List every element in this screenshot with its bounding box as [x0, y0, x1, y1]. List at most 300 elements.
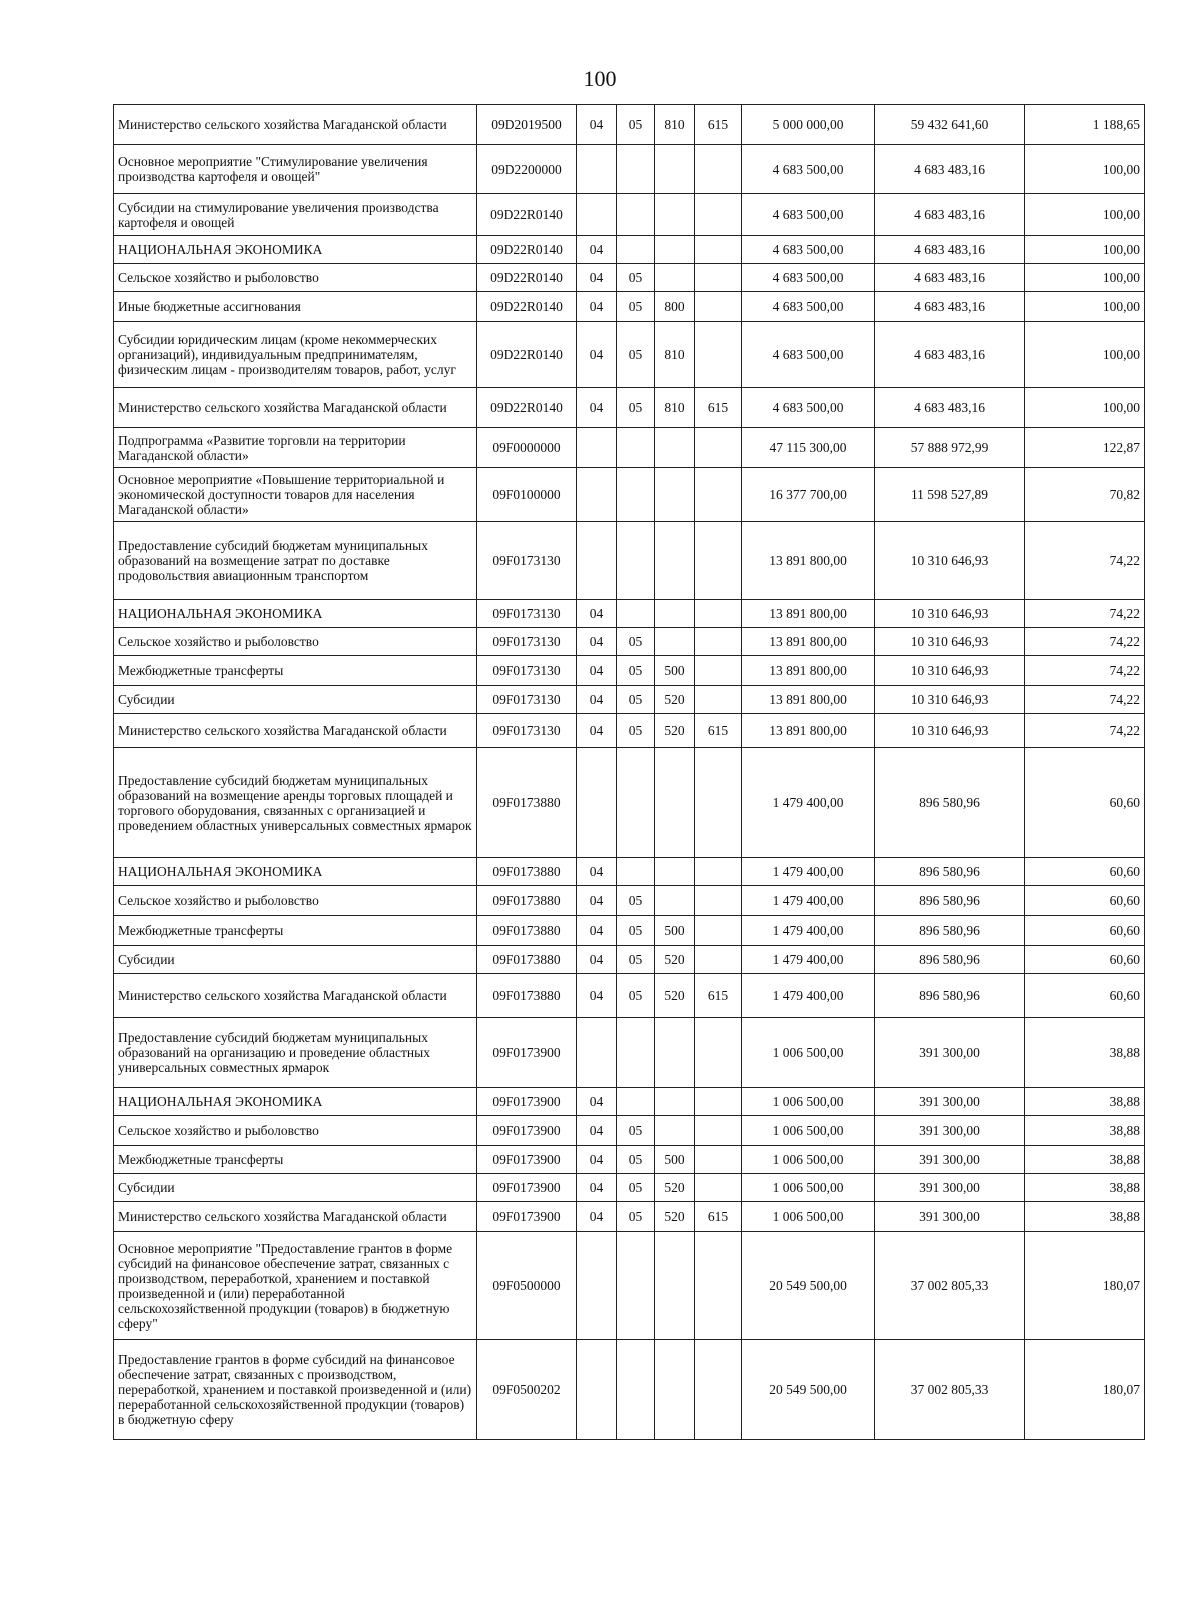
expense-type-code [655, 858, 695, 886]
expense-type-code [655, 468, 695, 522]
target-code: 09F0500000 [477, 1232, 577, 1340]
subsection-code [617, 1232, 655, 1340]
table-row [114, 264, 1145, 292]
actual-amount: 57 888 972,99 [875, 428, 1025, 468]
section-code: 04 [577, 264, 617, 292]
subsection-code [617, 858, 655, 886]
section-code: 04 [577, 1174, 617, 1202]
budget-table [113, 104, 1145, 1440]
table-row [114, 388, 1145, 428]
subsection-code [617, 1340, 655, 1440]
execution-percent: 60,60 [1025, 974, 1145, 1018]
planned-amount: 4 683 500,00 [742, 236, 875, 264]
administrator-code [695, 468, 742, 522]
subsection-code [617, 748, 655, 858]
item-name: Субсидии [114, 1174, 477, 1202]
table-row [114, 628, 1145, 656]
section-code: 04 [577, 1146, 617, 1174]
item-name: НАЦИОНАЛЬНАЯ ЭКОНОМИКА [114, 1088, 477, 1116]
section-code: 04 [577, 1116, 617, 1146]
subsection-code: 05 [617, 686, 655, 714]
subsection-code [617, 428, 655, 468]
item-name: Основное мероприятие "Стимулирование увеличения производства картофеля и овощей" [114, 145, 477, 194]
item-name: Иные бюджетные ассигнования [114, 292, 477, 322]
item-name: Сельское хозяйство и рыболовство [114, 1116, 477, 1146]
actual-amount: 10 310 646,93 [875, 600, 1025, 628]
actual-amount: 4 683 483,16 [875, 322, 1025, 388]
execution-percent: 74,22 [1025, 686, 1145, 714]
target-code: 09F0173900 [477, 1146, 577, 1174]
table-row [114, 1174, 1145, 1202]
subsection-code [617, 145, 655, 194]
section-code [577, 145, 617, 194]
actual-amount: 896 580,96 [875, 858, 1025, 886]
target-code: 09F0173130 [477, 714, 577, 748]
administrator-code [695, 946, 742, 974]
administrator-code [695, 194, 742, 236]
administrator-code: 615 [695, 1202, 742, 1232]
target-code: 09D22R0140 [477, 322, 577, 388]
target-code: 09F0173130 [477, 600, 577, 628]
actual-amount: 391 300,00 [875, 1174, 1025, 1202]
target-code: 09F0173900 [477, 1174, 577, 1202]
administrator-code [695, 748, 742, 858]
actual-amount: 391 300,00 [875, 1088, 1025, 1116]
subsection-code: 05 [617, 1174, 655, 1202]
section-code: 04 [577, 686, 617, 714]
item-name: Министерство сельского хозяйства Магаданской области [114, 105, 477, 145]
expense-type-code: 800 [655, 292, 695, 322]
item-name: Подпрограмма «Развитие торговли на территории Магаданской области» [114, 428, 477, 468]
table-row [114, 916, 1145, 946]
planned-amount: 4 683 500,00 [742, 388, 875, 428]
actual-amount: 4 683 483,16 [875, 194, 1025, 236]
subsection-code [617, 1018, 655, 1088]
target-code: 09F0173880 [477, 748, 577, 858]
table-row [114, 1116, 1145, 1146]
execution-percent: 100,00 [1025, 292, 1145, 322]
item-name: Сельское хозяйство и рыболовство [114, 886, 477, 916]
item-name: Предоставление субсидий бюджетам муниципальных образований на организацию и проведение областных универсальных совместных ярмарок [114, 1018, 477, 1088]
expense-type-code [655, 1088, 695, 1116]
planned-amount: 4 683 500,00 [742, 264, 875, 292]
administrator-code [695, 292, 742, 322]
actual-amount: 896 580,96 [875, 886, 1025, 916]
administrator-code [695, 145, 742, 194]
actual-amount: 896 580,96 [875, 916, 1025, 946]
expense-type-code [655, 1116, 695, 1146]
subsection-code: 05 [617, 1116, 655, 1146]
actual-amount: 4 683 483,16 [875, 145, 1025, 194]
expense-type-code [655, 1340, 695, 1440]
item-name: Субсидии [114, 686, 477, 714]
table-row [114, 1146, 1145, 1174]
item-name: Министерство сельского хозяйства Магаданской области [114, 388, 477, 428]
expense-type-code [655, 428, 695, 468]
expense-type-code: 500 [655, 916, 695, 946]
administrator-code [695, 1174, 742, 1202]
subsection-code: 05 [617, 292, 655, 322]
administrator-code [695, 264, 742, 292]
item-name: НАЦИОНАЛЬНАЯ ЭКОНОМИКА [114, 600, 477, 628]
execution-percent: 74,22 [1025, 656, 1145, 686]
expense-type-code: 520 [655, 946, 695, 974]
expense-type-code: 500 [655, 1146, 695, 1174]
item-name: Министерство сельского хозяйства Магаданской области [114, 974, 477, 1018]
target-code: 09D22R0140 [477, 292, 577, 322]
table-row [114, 1232, 1145, 1340]
planned-amount: 13 891 800,00 [742, 600, 875, 628]
subsection-code [617, 1088, 655, 1116]
section-code: 04 [577, 714, 617, 748]
table-row [114, 145, 1145, 194]
actual-amount: 37 002 805,33 [875, 1232, 1025, 1340]
execution-percent: 74,22 [1025, 522, 1145, 600]
target-code: 09F0173880 [477, 946, 577, 974]
item-name: Межбюджетные трансферты [114, 1146, 477, 1174]
subsection-code: 05 [617, 628, 655, 656]
item-name: Министерство сельского хозяйства Магаданской области [114, 714, 477, 748]
expense-type-code: 520 [655, 714, 695, 748]
planned-amount: 47 115 300,00 [742, 428, 875, 468]
target-code: 09D22R0140 [477, 388, 577, 428]
table-row [114, 686, 1145, 714]
administrator-code [695, 1146, 742, 1174]
target-code: 09D2200000 [477, 145, 577, 194]
item-name: Субсидии юридическим лицам (кроме некоммерческих организаций), индивидуальным предпринимателям, физическим лицам - производителям товаров, работ, услуг [114, 322, 477, 388]
target-code: 09F0500202 [477, 1340, 577, 1440]
subsection-code [617, 600, 655, 628]
subsection-code: 05 [617, 974, 655, 1018]
target-code: 09F0173880 [477, 974, 577, 1018]
item-name: НАЦИОНАЛЬНАЯ ЭКОНОМИКА [114, 858, 477, 886]
administrator-code: 615 [695, 388, 742, 428]
item-name: Сельское хозяйство и рыболовство [114, 628, 477, 656]
subsection-code: 05 [617, 1146, 655, 1174]
planned-amount: 4 683 500,00 [742, 145, 875, 194]
table-row [114, 522, 1145, 600]
actual-amount: 4 683 483,16 [875, 236, 1025, 264]
section-code [577, 1018, 617, 1088]
item-name: Предоставление грантов в форме субсидий на финансовое обеспечение затрат, связанных с производством, переработкой, хранением и поставкой произведенной и (или) переработанной сельскохозяйственной продукции (товаров) в бюджетную сферу [114, 1340, 477, 1440]
subsection-code: 05 [617, 105, 655, 145]
target-code: 09F0173900 [477, 1018, 577, 1088]
table-row [114, 236, 1145, 264]
administrator-code [695, 1232, 742, 1340]
item-name: Основное мероприятие «Повышение территориальной и экономической доступности товаров для населения Магаданской области» [114, 468, 477, 522]
section-code [577, 194, 617, 236]
administrator-code [695, 1088, 742, 1116]
target-code: 09F0000000 [477, 428, 577, 468]
execution-percent: 180,07 [1025, 1232, 1145, 1340]
execution-percent: 70,82 [1025, 468, 1145, 522]
expense-type-code [655, 264, 695, 292]
target-code: 09F0100000 [477, 468, 577, 522]
execution-percent: 100,00 [1025, 194, 1145, 236]
section-code: 04 [577, 600, 617, 628]
actual-amount: 896 580,96 [875, 946, 1025, 974]
execution-percent: 60,60 [1025, 858, 1145, 886]
expense-type-code: 520 [655, 1174, 695, 1202]
table-row [114, 946, 1145, 974]
subsection-code: 05 [617, 946, 655, 974]
actual-amount: 896 580,96 [875, 748, 1025, 858]
planned-amount: 1 006 500,00 [742, 1018, 875, 1088]
section-code: 04 [577, 1088, 617, 1116]
target-code: 09F0173880 [477, 858, 577, 886]
section-code: 04 [577, 916, 617, 946]
expense-type-code: 810 [655, 322, 695, 388]
expense-type-code [655, 194, 695, 236]
table-row [114, 748, 1145, 858]
item-name: Министерство сельского хозяйства Магаданской области [114, 1202, 477, 1232]
table-row [114, 194, 1145, 236]
administrator-code [695, 656, 742, 686]
expense-type-code [655, 1018, 695, 1088]
administrator-code [695, 236, 742, 264]
section-code: 04 [577, 974, 617, 1018]
table-row [114, 1340, 1145, 1440]
expense-type-code [655, 522, 695, 600]
planned-amount: 16 377 700,00 [742, 468, 875, 522]
subsection-code [617, 522, 655, 600]
planned-amount: 20 549 500,00 [742, 1232, 875, 1340]
table-row [114, 1088, 1145, 1116]
section-code: 04 [577, 1202, 617, 1232]
expense-type-code [655, 748, 695, 858]
section-code [577, 522, 617, 600]
target-code: 09F0173900 [477, 1088, 577, 1116]
section-code: 04 [577, 236, 617, 264]
expense-type-code [655, 1232, 695, 1340]
item-name: НАЦИОНАЛЬНАЯ ЭКОНОМИКА [114, 236, 477, 264]
subsection-code [617, 194, 655, 236]
planned-amount: 4 683 500,00 [742, 322, 875, 388]
subsection-code: 05 [617, 388, 655, 428]
planned-amount: 20 549 500,00 [742, 1340, 875, 1440]
planned-amount: 1 006 500,00 [742, 1088, 875, 1116]
actual-amount: 37 002 805,33 [875, 1340, 1025, 1440]
table-row [114, 714, 1145, 748]
target-code: 09D22R0140 [477, 194, 577, 236]
target-code: 09F0173130 [477, 522, 577, 600]
item-name: Межбюджетные трансферты [114, 916, 477, 946]
actual-amount: 10 310 646,93 [875, 656, 1025, 686]
actual-amount: 4 683 483,16 [875, 388, 1025, 428]
target-code: 09F0173130 [477, 686, 577, 714]
expense-type-code: 500 [655, 656, 695, 686]
planned-amount: 1 479 400,00 [742, 748, 875, 858]
section-code: 04 [577, 656, 617, 686]
target-code: 09F0173900 [477, 1202, 577, 1232]
actual-amount: 10 310 646,93 [875, 522, 1025, 600]
administrator-code [695, 628, 742, 656]
actual-amount: 4 683 483,16 [875, 264, 1025, 292]
expense-type-code: 520 [655, 1202, 695, 1232]
administrator-code [695, 600, 742, 628]
section-code: 04 [577, 388, 617, 428]
planned-amount: 4 683 500,00 [742, 292, 875, 322]
section-code: 04 [577, 105, 617, 145]
section-code: 04 [577, 292, 617, 322]
execution-percent: 74,22 [1025, 714, 1145, 748]
expense-type-code [655, 145, 695, 194]
table-row [114, 428, 1145, 468]
actual-amount: 10 310 646,93 [875, 686, 1025, 714]
item-name: Субсидии на стимулирование увеличения производства картофеля и овощей [114, 194, 477, 236]
planned-amount: 1 006 500,00 [742, 1116, 875, 1146]
actual-amount: 4 683 483,16 [875, 292, 1025, 322]
execution-percent: 38,88 [1025, 1146, 1145, 1174]
planned-amount: 1 006 500,00 [742, 1174, 875, 1202]
subsection-code [617, 468, 655, 522]
administrator-code [695, 686, 742, 714]
expense-type-code [655, 886, 695, 916]
subsection-code: 05 [617, 1202, 655, 1232]
planned-amount: 13 891 800,00 [742, 656, 875, 686]
execution-percent: 74,22 [1025, 628, 1145, 656]
subsection-code [617, 236, 655, 264]
administrator-code: 615 [695, 714, 742, 748]
table-row [114, 886, 1145, 916]
execution-percent: 74,22 [1025, 600, 1145, 628]
table-row [114, 1018, 1145, 1088]
target-code: 09F0173880 [477, 916, 577, 946]
section-code: 04 [577, 322, 617, 388]
table-row [114, 600, 1145, 628]
execution-percent: 38,88 [1025, 1174, 1145, 1202]
planned-amount: 1 006 500,00 [742, 1146, 875, 1174]
expense-type-code [655, 600, 695, 628]
actual-amount: 391 300,00 [875, 1018, 1025, 1088]
table-row [114, 858, 1145, 886]
target-code: 09F0173130 [477, 656, 577, 686]
execution-percent: 100,00 [1025, 236, 1145, 264]
administrator-code [695, 428, 742, 468]
table-body [114, 105, 1145, 1440]
execution-percent: 60,60 [1025, 748, 1145, 858]
administrator-code [695, 322, 742, 388]
table-row [114, 656, 1145, 686]
actual-amount: 391 300,00 [875, 1146, 1025, 1174]
planned-amount: 1 479 400,00 [742, 858, 875, 886]
planned-amount: 13 891 800,00 [742, 522, 875, 600]
target-code: 09D2019500 [477, 105, 577, 145]
actual-amount: 11 598 527,89 [875, 468, 1025, 522]
execution-percent: 122,87 [1025, 428, 1145, 468]
planned-amount: 1 479 400,00 [742, 886, 875, 916]
expense-type-code: 810 [655, 105, 695, 145]
execution-percent: 100,00 [1025, 145, 1145, 194]
planned-amount: 5 000 000,00 [742, 105, 875, 145]
table-row [114, 292, 1145, 322]
execution-percent: 38,88 [1025, 1202, 1145, 1232]
section-code [577, 1232, 617, 1340]
execution-percent: 100,00 [1025, 388, 1145, 428]
expense-type-code: 520 [655, 686, 695, 714]
execution-percent: 100,00 [1025, 322, 1145, 388]
execution-percent: 100,00 [1025, 264, 1145, 292]
expense-type-code [655, 628, 695, 656]
target-code: 09F0173130 [477, 628, 577, 656]
page-number: 100 [583, 66, 617, 91]
planned-amount: 13 891 800,00 [742, 628, 875, 656]
execution-percent: 38,88 [1025, 1088, 1145, 1116]
expense-type-code: 520 [655, 974, 695, 1018]
section-code: 04 [577, 886, 617, 916]
administrator-code: 615 [695, 974, 742, 1018]
target-code: 09D22R0140 [477, 264, 577, 292]
execution-percent: 38,88 [1025, 1116, 1145, 1146]
actual-amount: 10 310 646,93 [875, 714, 1025, 748]
planned-amount: 1 479 400,00 [742, 974, 875, 1018]
planned-amount: 1 479 400,00 [742, 946, 875, 974]
table-row [114, 468, 1145, 522]
administrator-code [695, 522, 742, 600]
item-name: Сельское хозяйство и рыболовство [114, 264, 477, 292]
planned-amount: 13 891 800,00 [742, 714, 875, 748]
subsection-code: 05 [617, 916, 655, 946]
administrator-code: 615 [695, 105, 742, 145]
section-code [577, 468, 617, 522]
target-code: 09D22R0140 [477, 236, 577, 264]
execution-percent: 60,60 [1025, 946, 1145, 974]
actual-amount: 10 310 646,93 [875, 628, 1025, 656]
item-name: Субсидии [114, 946, 477, 974]
subsection-code: 05 [617, 264, 655, 292]
planned-amount: 1 006 500,00 [742, 1202, 875, 1232]
actual-amount: 391 300,00 [875, 1202, 1025, 1232]
actual-amount: 391 300,00 [875, 1116, 1025, 1146]
target-code: 09F0173900 [477, 1116, 577, 1146]
execution-percent: 38,88 [1025, 1018, 1145, 1088]
execution-percent: 60,60 [1025, 886, 1145, 916]
section-code [577, 1340, 617, 1440]
target-code: 09F0173880 [477, 886, 577, 916]
planned-amount: 13 891 800,00 [742, 686, 875, 714]
section-code: 04 [577, 858, 617, 886]
execution-percent: 60,60 [1025, 916, 1145, 946]
table-row [114, 105, 1145, 145]
item-name: Предоставление субсидий бюджетам муниципальных образований на возмещение затрат по доставке продовольствия авиационным транспортом [114, 522, 477, 600]
section-code [577, 428, 617, 468]
subsection-code: 05 [617, 656, 655, 686]
administrator-code [695, 1018, 742, 1088]
subsection-code: 05 [617, 714, 655, 748]
item-name: Предоставление субсидий бюджетам муниципальных образований на возмещение аренды торговых площадей и торгового оборудования, связанных с организацией и проведением областных универсальных совместных ярмарок [114, 748, 477, 858]
subsection-code: 05 [617, 322, 655, 388]
actual-amount: 896 580,96 [875, 974, 1025, 1018]
table-row [114, 322, 1145, 388]
administrator-code [695, 886, 742, 916]
administrator-code [695, 1116, 742, 1146]
section-code [577, 748, 617, 858]
administrator-code [695, 858, 742, 886]
planned-amount: 1 479 400,00 [742, 916, 875, 946]
administrator-code [695, 916, 742, 946]
planned-amount: 4 683 500,00 [742, 194, 875, 236]
item-name: Основное мероприятие "Предоставление грантов в форме субсидий на финансовое обеспечение затрат, связанных с производством, переработкой, хранением и поставкой произведенной и (или) переработанной сельскохозяйственной продукции (товаров) в бюджетную сферу" [114, 1232, 477, 1340]
table-row [114, 974, 1145, 1018]
expense-type-code [655, 236, 695, 264]
table-row [114, 1202, 1145, 1232]
execution-percent: 1 188,65 [1025, 105, 1145, 145]
item-name: Межбюджетные трансферты [114, 656, 477, 686]
actual-amount: 59 432 641,60 [875, 105, 1025, 145]
section-code: 04 [577, 946, 617, 974]
subsection-code: 05 [617, 886, 655, 916]
section-code: 04 [577, 628, 617, 656]
